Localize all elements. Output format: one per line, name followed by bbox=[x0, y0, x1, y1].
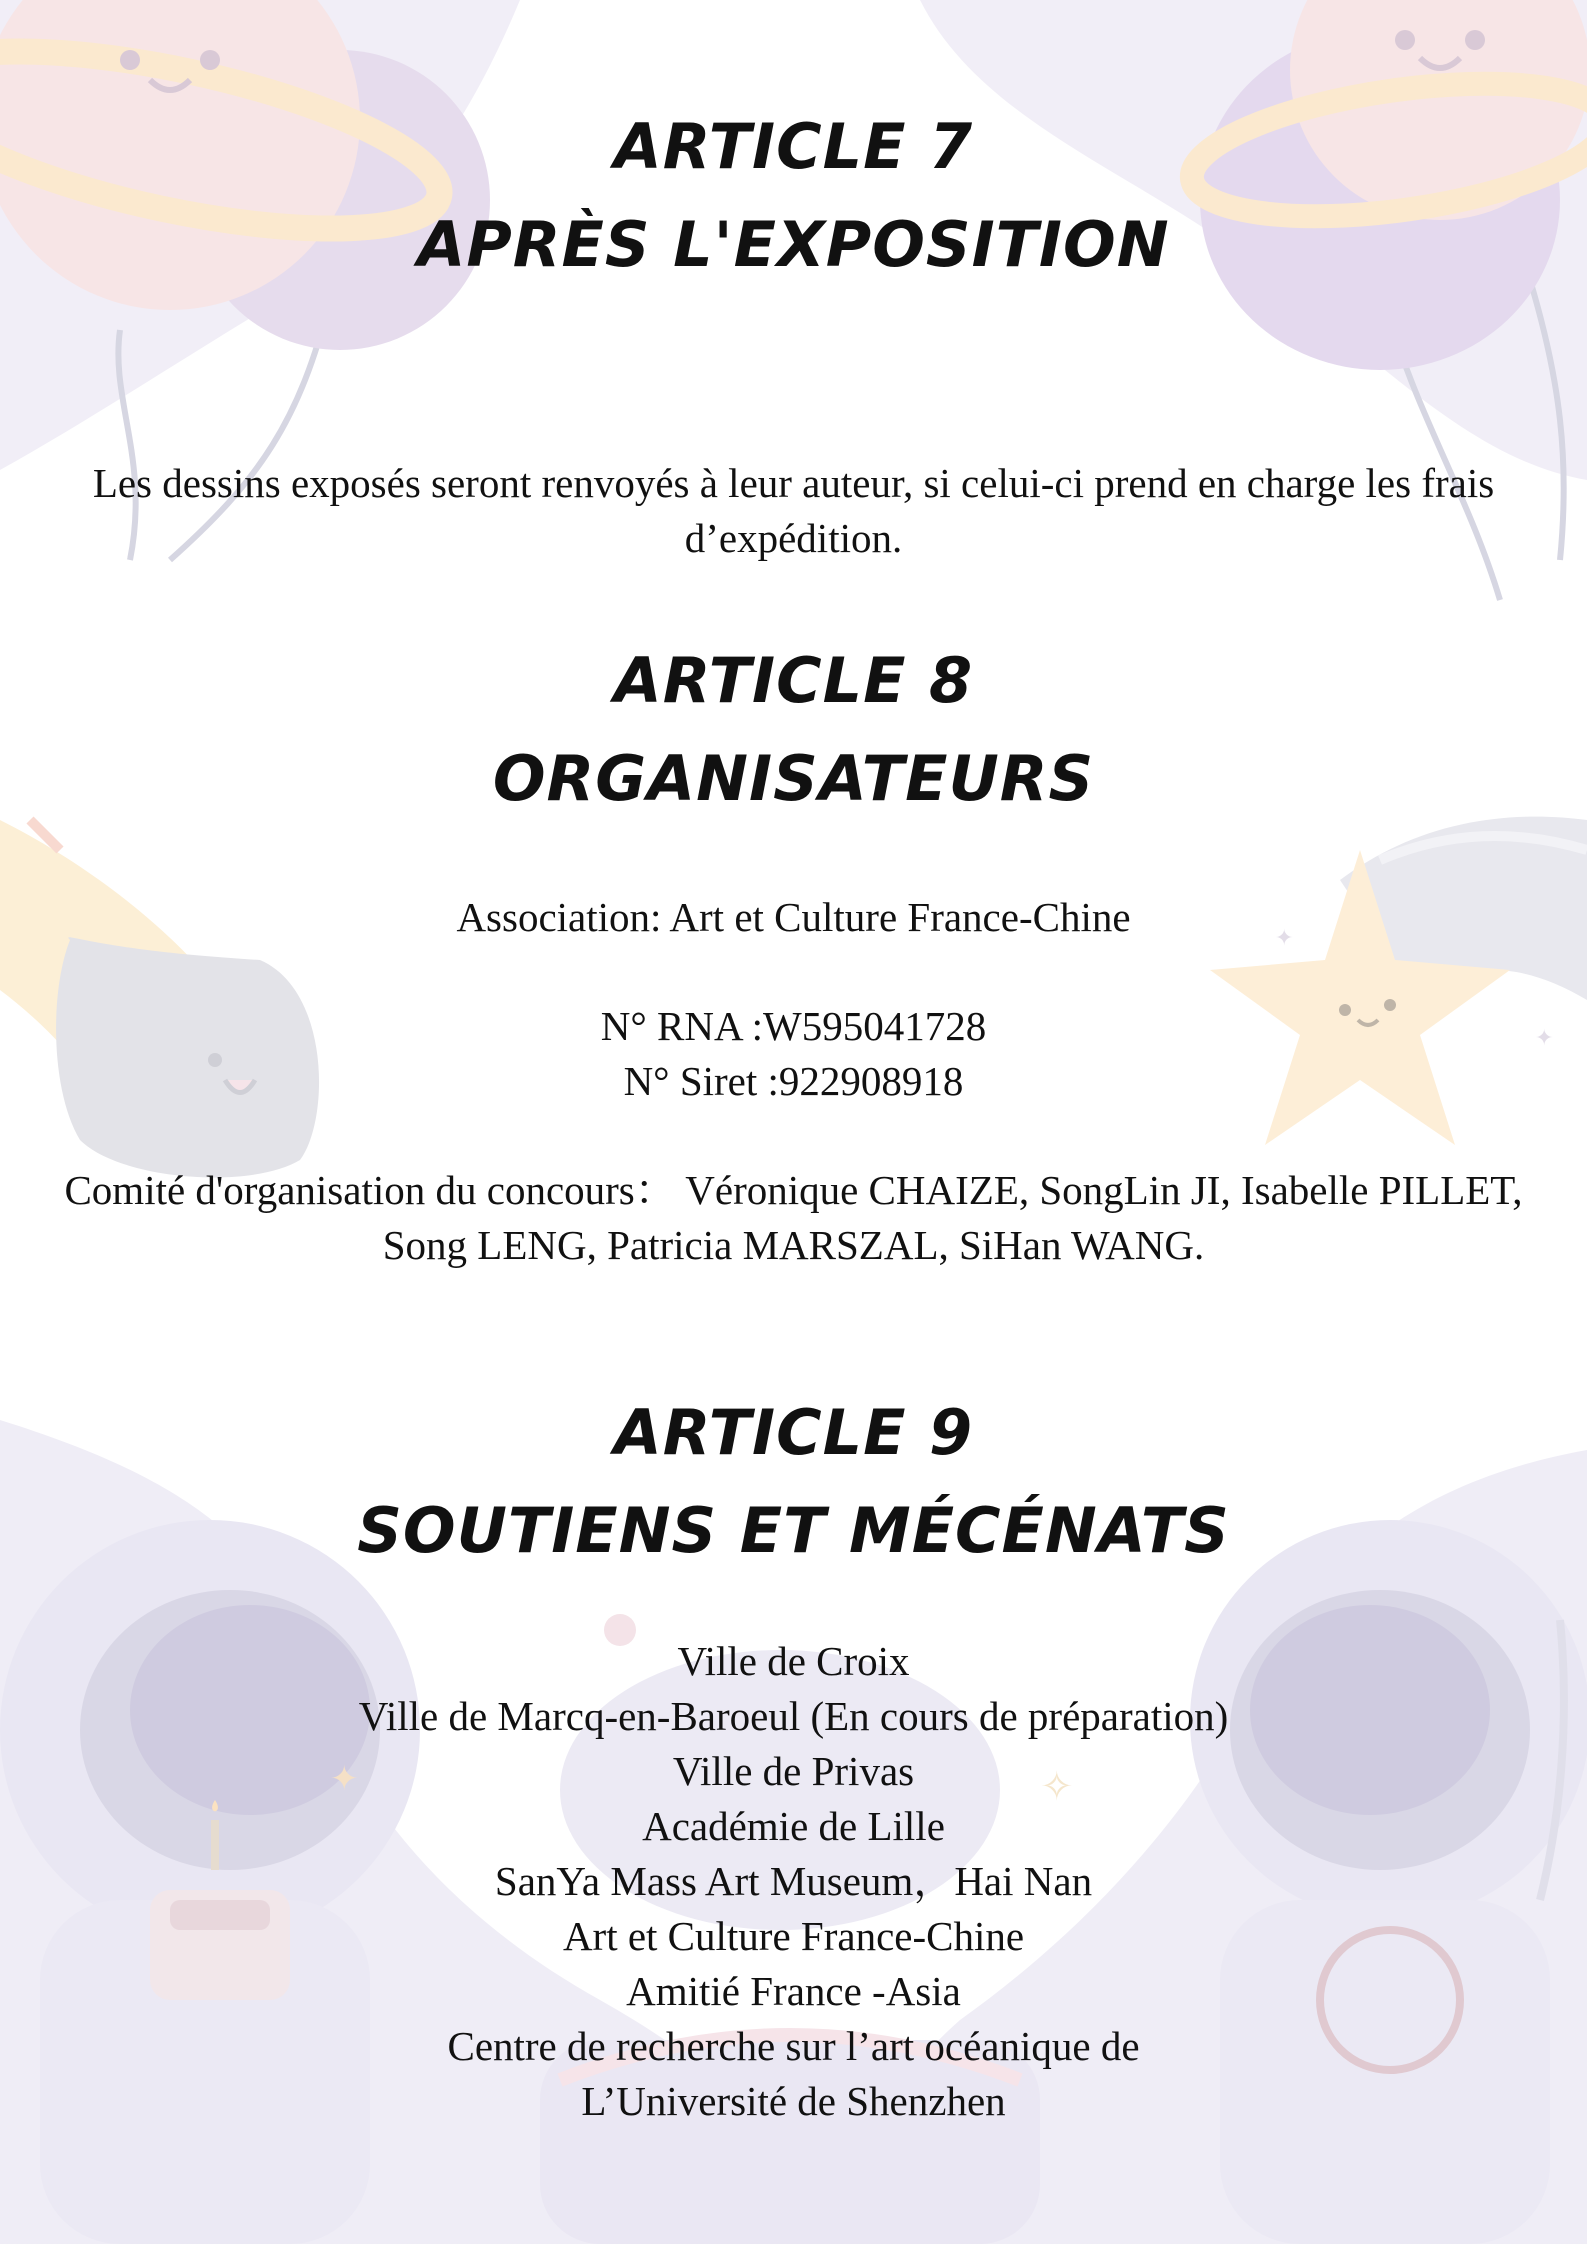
svg-text:✧: ✧ bbox=[1040, 1764, 1074, 1810]
rna-number: N° RNA :W595041728 bbox=[600, 1003, 987, 1049]
article-8-number: ARTICLE 8 bbox=[613, 644, 974, 717]
article-8-title: ORGANISATEURS bbox=[492, 742, 1095, 815]
article-9-heading bbox=[0, 1384, 1587, 1580]
article-9-number: ARTICLE 9 bbox=[613, 1396, 974, 1469]
list-item: Ville de Marcq-en-Baroeul (En cours de préparation) bbox=[358, 1693, 1229, 1739]
article-7-text: Les dessins exposés seront renvoyés à leur auteur, si celui-ci prend en charge les frais d’expédition. bbox=[92, 460, 1495, 561]
list-item: L’Université de Shenzhen bbox=[581, 2078, 1006, 2124]
sponsors-list bbox=[60, 1634, 1527, 2129]
organizing-committee: Comité d'organisation du concours： Véronique CHAIZE, SongLin JI, Isabelle PILLET, Song LENG, Patricia MARSZAL, SiHan WANG. bbox=[64, 1167, 1523, 1268]
registration-numbers bbox=[60, 999, 1527, 1109]
svg-text:✦: ✦ bbox=[330, 1759, 359, 1799]
svg-text:✦: ✦ bbox=[1275, 926, 1294, 951]
article-8-heading bbox=[0, 632, 1587, 828]
list-item: SanYa Mass Art Museum，Hai Nan bbox=[494, 1858, 1093, 1904]
list-item: Art et Culture France-Chine bbox=[562, 1913, 1025, 1959]
article-7-number: ARTICLE 7 bbox=[613, 110, 974, 183]
article-7-heading bbox=[0, 98, 1587, 294]
siret-number: N° Siret :922908918 bbox=[623, 1058, 964, 1104]
list-item: Centre de recherche sur l’art océanique de bbox=[447, 2023, 1140, 2069]
article-7-title: APRÈS L'EXPOSITION bbox=[417, 208, 1170, 281]
list-item: Académie de Lille bbox=[642, 1803, 945, 1849]
article-9-title: SOUTIENS ET MÉCÉNATS bbox=[357, 1494, 1230, 1567]
svg-text:✦: ✦ bbox=[1535, 1026, 1554, 1051]
association-name: Association: Art et Culture France-Chine bbox=[456, 894, 1131, 940]
list-item: Ville de Croix bbox=[677, 1638, 910, 1684]
list-item: Ville de Privas bbox=[672, 1748, 915, 1794]
list-item: Amitié France -Asia bbox=[626, 1968, 961, 2014]
